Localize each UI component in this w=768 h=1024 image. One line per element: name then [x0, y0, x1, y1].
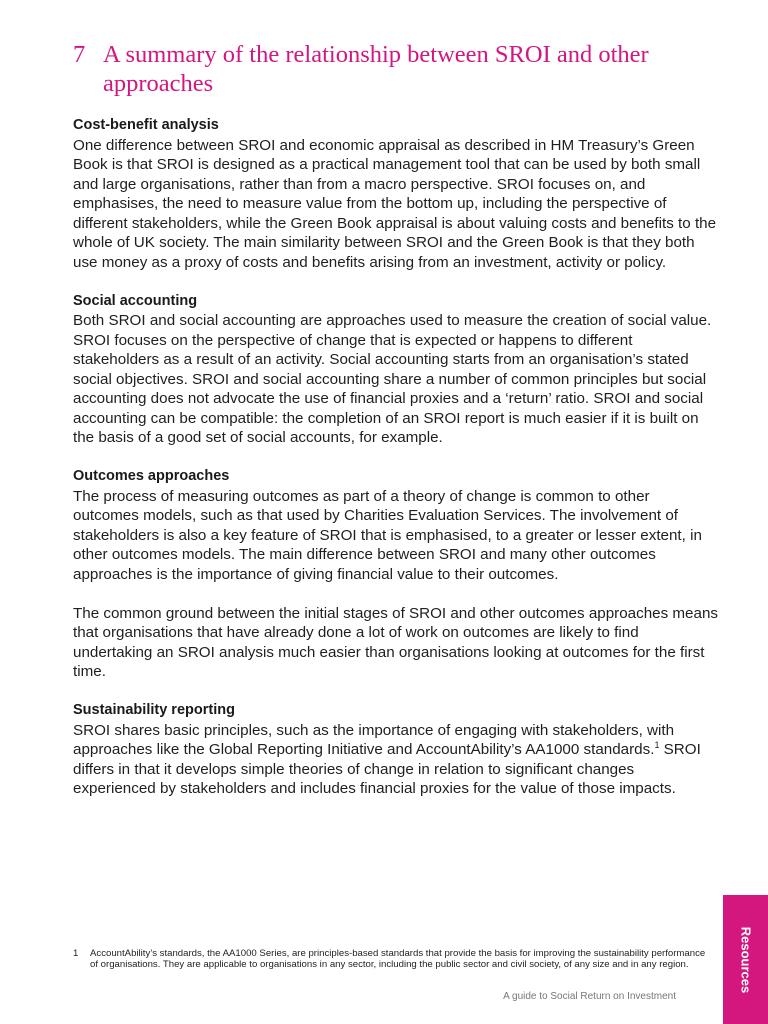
resources-tab-label: Resources [738, 926, 753, 993]
section-paragraph: One difference between SROI and economic appraisal as described in HM Treasury’s Green Book is that SROI is designed as a practical management tool that can be used by both small and large organisations, rather than from a macro perspective. SROI focuses on, and emphasises, the need to measure value from the bottom up, including the perspective of different stakeholders, while the Green Book appraisal is about valuing costs and benefits to the whole of UK society. The main similarity between SROI and the Green Book is that they both use money as a proxy of costs and benefits arising from an investment, activity or policy. [73, 136, 717, 271]
section-paragraph: Both SROI and social accounting are approaches used to measure the creation of social value. SROI focuses on the perspective of change that is expected or happens to different stakeholders as a result of an activity. Social accounting starts from an organisation’s stated social objectives. SROI and social accounting share a number of common principles but social accounting does not advocate the use of financial proxies and a ‘return’ ratio. SROI and social accounting can be compatible: the completion of an SROI report is much easier if it is built on the basis of a good set of social accounts, for example. [73, 312, 712, 446]
footnote [73, 948, 713, 970]
section-sustainability-reporting [73, 701, 718, 799]
resources-tab[interactable] [723, 895, 768, 1024]
paragraph-text: SROI differs in that it develops simple theories of change in relation to significant changes experienced by stakeholders and includes financial proxies for the value of those impacts. [73, 741, 701, 797]
chapter-number: 7 [73, 41, 86, 68]
section-heading: Sustainability reporting [73, 702, 235, 718]
page-footer: A guide to Social Return on Investment [503, 991, 676, 1002]
main-content [73, 116, 718, 818]
section-heading: Social accounting [73, 292, 198, 309]
section-paragraph [73, 721, 718, 799]
paragraph-text: SROI shares basic principles, such as the importance of engaging with stakeholders, with approaches like the Global Reporting Initiative and AccountAbility’s AA1000 standards. [73, 721, 675, 758]
footnote-reference[interactable]: 1 [654, 739, 660, 750]
section-paragraph: The common ground between the initial stages of SROI and other outcomes approaches means that organisations that have already done a lot of work on outcomes are likely to find undertaking an SROI analysis much easier than organisations looking at outcomes for the first time. [73, 604, 718, 680]
section-cost-benefit-analysis [73, 116, 718, 272]
section-outcomes-approaches [73, 467, 718, 682]
section-heading: Outcomes approaches [73, 468, 230, 484]
footnote-number: 1 [73, 948, 79, 959]
footnote-text: AccountAbility’s standards, the AA1000 Series, are principles-based standards that provide the basis for improving the sustainability performance of organisations. They are applicable to organisations in any sector, including the public sector and civil society, of any size and in any region. [90, 948, 706, 970]
section-social-accounting [73, 292, 718, 448]
page-title [73, 40, 713, 98]
section-heading: Cost-benefit analysis [73, 117, 219, 133]
section-paragraph: The process of measuring outcomes as part of a theory of change is common to other outcomes models, such as that used by Charities Evaluation Services. The involvement of stakeholders is also a key feature of SROI that is emphasised, to a greater or lesser extent, in other outcomes models. The main difference between SROI and many other outcomes approaches is the importance of giving financial value to their outcomes. [73, 487, 702, 583]
chapter-title: A summary of the relationship between SROI and other approaches [103, 41, 649, 97]
